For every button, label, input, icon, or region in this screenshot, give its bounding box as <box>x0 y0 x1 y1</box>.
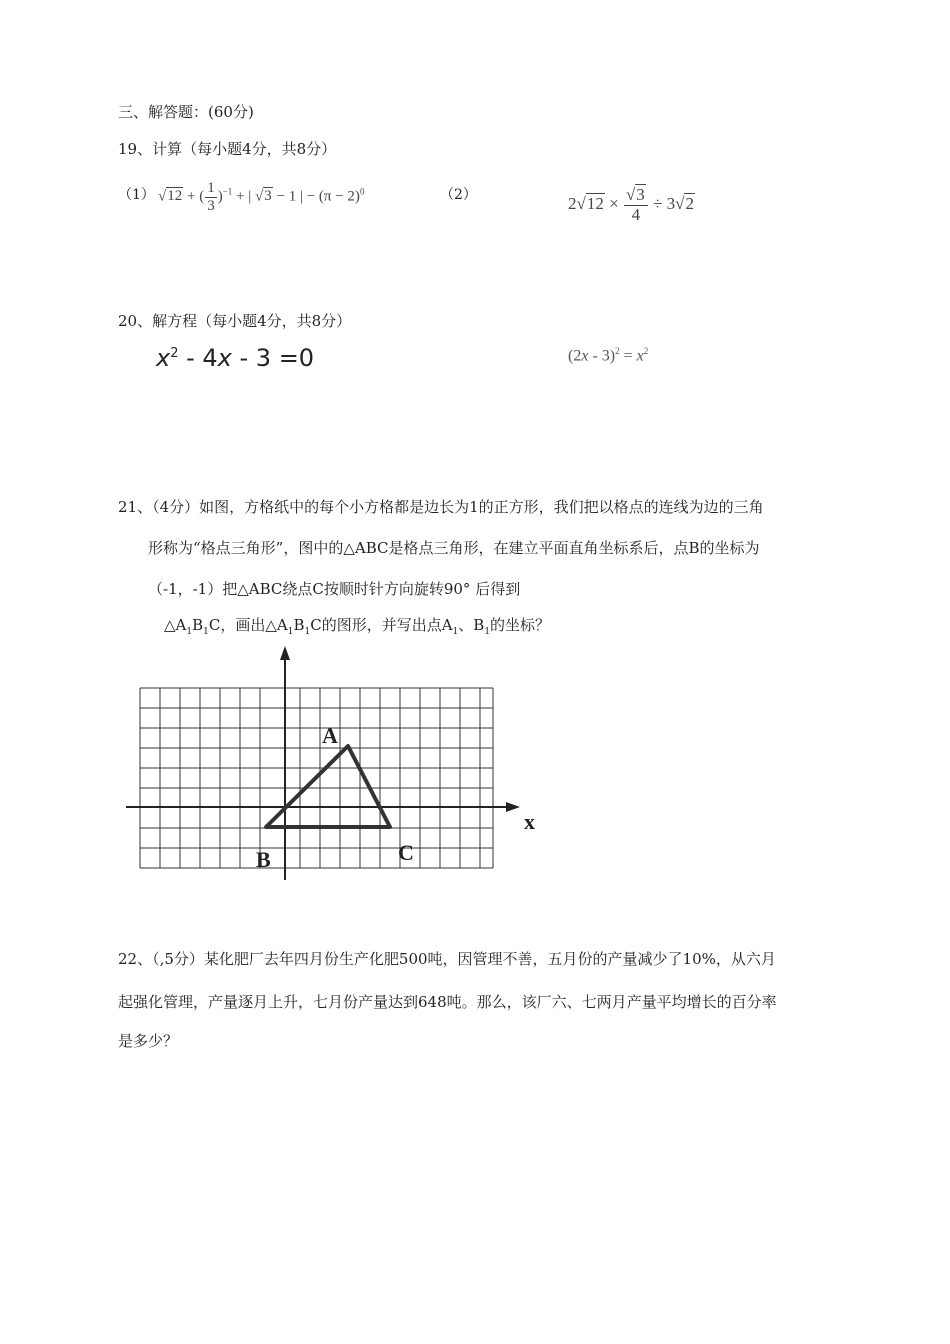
q21-line-2: 形称为“格点三角形”，图中的△ABC是格点三角形，在建立平面直角坐标系后，点B的坐标为 <box>148 539 760 557</box>
point-b-label: B <box>256 847 271 872</box>
point-a-label: A <box>322 723 338 748</box>
q19-expression-1: √12 + ( $\frac{1}{3}$ )$^{-1}$ + | √3 − 1 | − $(\pi - 2)^0$ <box>158 180 365 214</box>
y-axis <box>280 646 290 880</box>
q19-expression-2: 2√12 × $\frac{√3}{4}$ ÷ 3√2 <box>568 185 694 224</box>
x-axis-label: x <box>524 809 535 834</box>
q19-part1-label: （1） <box>118 187 155 203</box>
x-axis <box>126 802 520 812</box>
point-c-label: C <box>398 840 414 865</box>
q20-equation-1: $x^2 - 4x - 3 =0$ <box>156 344 315 372</box>
q21-line-3: （-1，-1）把△ABC绕点C按顺时针方向旋转90° 后得到 <box>148 580 521 598</box>
q22-line-2: 起强化管理，产量逐月上升，七月份产量达到648吨。那么，该厂六、七两月产量平均增长的百分率 <box>118 993 777 1011</box>
q20-equation-2: $(2x - 3)^2 = x^2$ <box>568 346 649 365</box>
q19-part2-label: （2） <box>440 187 477 203</box>
q22-line-1: 22、（,5分）某化肥厂去年四月份生产化肥500吨，因管理不善，五月份的产量减少了10%，从六月 <box>118 950 776 968</box>
q19-title: 19、计算（每小题4分，共8分） <box>118 140 337 158</box>
section-heading: 三、解答题：(60分) <box>118 103 254 121</box>
q21-line-1: 21、（4分）如图，方格纸中的每个小方格都是边长为1的正方形，我们把以格点的连线为边的三角 <box>118 498 764 516</box>
q20-title: 20、解方程（每小题4分，共8分） <box>118 312 352 330</box>
q21-line-4: $\triangle A_1B_1C$，画出$\triangle A_1B_1C$的图形，并写出点$A_1$、$B_1$的坐标？ <box>164 616 551 637</box>
grid-figure <box>120 640 560 890</box>
q22-line-3: 是多少？ <box>118 1032 179 1050</box>
